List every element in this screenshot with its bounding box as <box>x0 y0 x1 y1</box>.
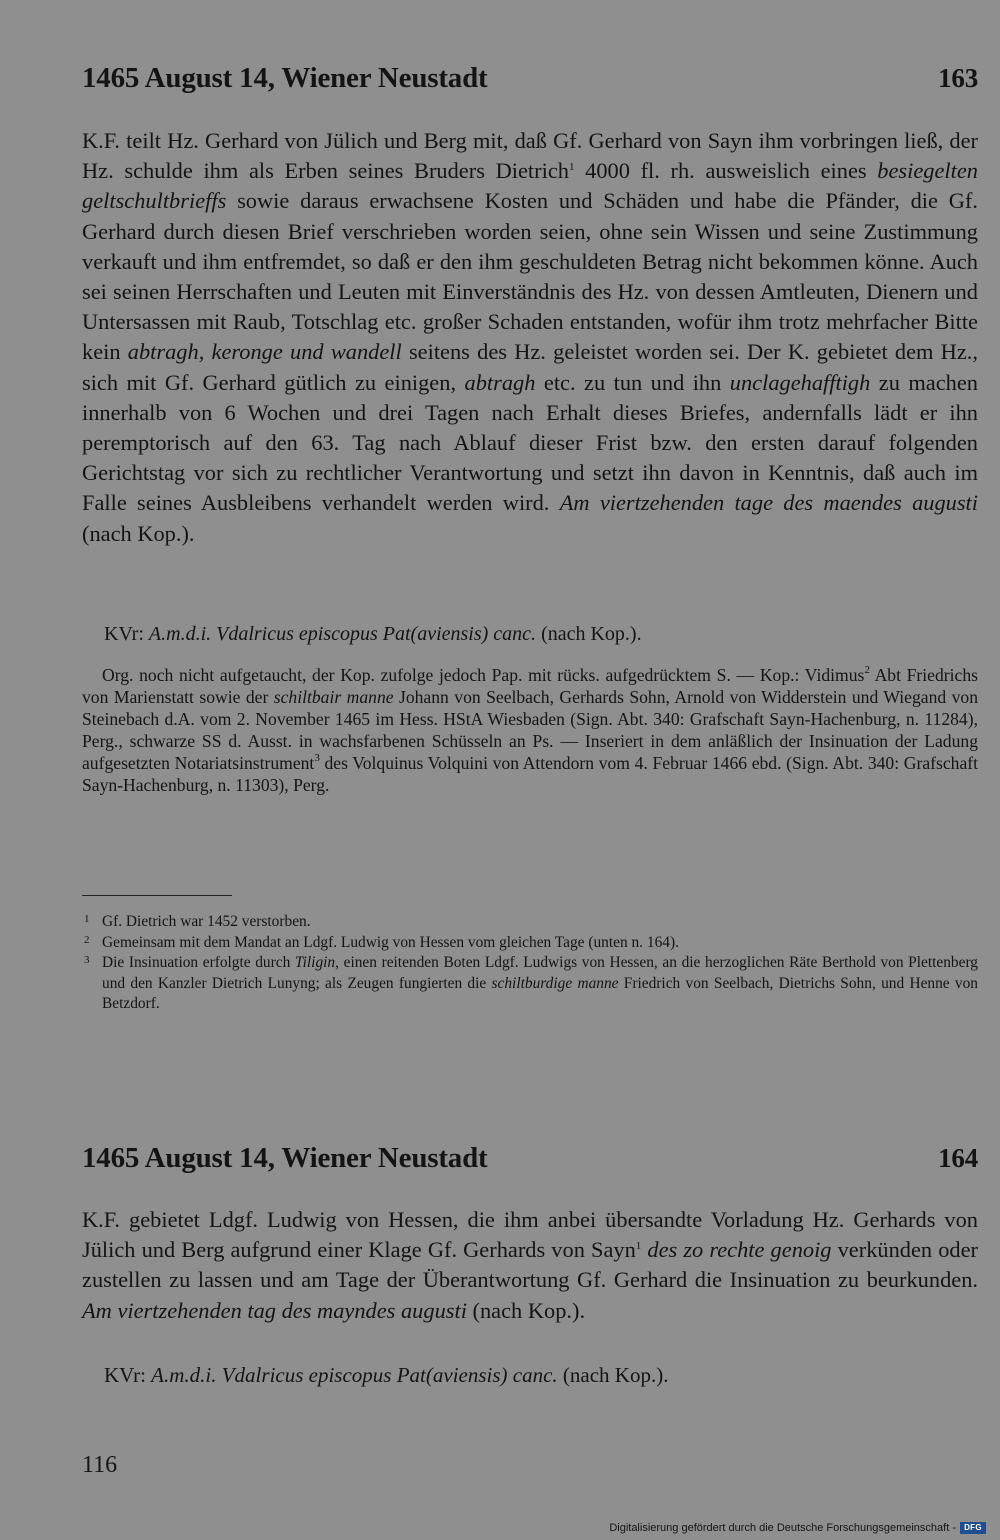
credit-text: Digitalisierung gefördert durch die Deutsche Forschungsgemeinschaft - <box>609 1522 956 1534</box>
regest-quote: des zo rechte genoig <box>647 1237 832 1263</box>
notes-text: Abt Friedrichs von Marienstatt sowie der <box>82 665 978 707</box>
footnote-ref: 1 <box>568 161 575 174</box>
notes-text: Johann von Seelbach, Gerhards Sohn, Arnold von Widderstein und Wiegand von Steinebach d.A. vom 2. November 1465 im Hess. HStA Wiesbaden (Sign. Abt. 340: Grafschaft Sayn-Hachenburg, n. 11284), Perg., schwarze SS d. Ausst. in wachsfarbenen Schüsseln an Ps. — Inseriert in dem anläßlich der Insinuation der Ladung aufgesetzten Notariatsinstrument <box>82 687 979 773</box>
regest-text: verkünden oder zustellen zu lassen und am Tage der Überantwortung Gf. Gerhard die Insinuation zu beurkunden. <box>82 1237 978 1293</box>
kanzleivermerk-163 <box>104 621 974 647</box>
footnote-ref: 1 <box>635 1240 642 1253</box>
regest-text: (nach Kop.). <box>466 1297 586 1323</box>
tradition-notes-163 <box>82 664 978 796</box>
footnote-ref: 2 <box>864 664 870 676</box>
footnote-mark: 2 <box>84 933 90 946</box>
footnotes-163 <box>82 912 978 1015</box>
kvr-text: A.m.d.i. Vdalricus episcopus Pat(aviensis) canc. <box>151 1363 558 1387</box>
regest-quote: unclagehafftigh <box>729 369 871 395</box>
dfg-logo-icon: DFG <box>960 1522 986 1534</box>
kvr-text: A.m.d.i. Vdalricus episcopus Pat(aviensis) canc. <box>148 623 537 645</box>
footnote-item <box>82 933 978 954</box>
footnote-text: Gemeinsam mit dem Mandat an Ldgf. Ludwig von Hessen vom gleichen Tage (unten n. 164). <box>102 933 679 951</box>
footnote-mark: 1 <box>84 913 90 925</box>
doc-heading-164 <box>82 1142 978 1175</box>
regest-text: 4000 fl. rh. ausweislich eines <box>574 158 878 184</box>
footnote-item <box>82 953 978 1015</box>
footnote-quote: schiltburdige manne <box>491 974 619 992</box>
page-number: 116 <box>82 1452 118 1478</box>
doc-date-place: 1465 August 14, Wiener Neustadt <box>82 1142 488 1174</box>
doc-heading-163 <box>82 62 978 95</box>
doc-number: 164 <box>938 1143 978 1173</box>
footnote-text: Die Insinuation erfolgte durch <box>102 954 295 971</box>
notes-text: Org. noch nicht aufgetaucht, der Kop. zufolge jedoch Pap. mit rücks. aufgedrücktem S. — Kop.: Vidimus <box>102 665 865 685</box>
footnote-quote: Tiligin <box>294 954 336 971</box>
kvr-label: KVr: <box>104 1363 152 1387</box>
regest-text: K.F. teilt Hz. Gerhard von Jülich und Berg mit, daß Gf. Gerhard von Sayn ihm vorbringen ließ, der Hz. schulde ihm als Erben seines Bruders Dietrich <box>82 128 978 184</box>
kanzleivermerk-164 <box>104 1362 974 1388</box>
notes-quote: schiltbair manne <box>273 687 394 707</box>
regest-quote: abtragh, keronge und wandell <box>127 339 402 365</box>
regest-quote: besiegelten geltschultbrieffs <box>82 158 978 214</box>
footnote-ref: 3 <box>314 752 320 764</box>
regest-text: K.F. gebietet Ldgf. Ludwig von Hessen, die ihm anbei übersandte Vorladung Hz. Gerhards von Jülich und Berg aufgrund einer Klage Gf. Gerhards von Sayn <box>82 1207 978 1263</box>
footnote-divider <box>82 895 232 896</box>
regest-quote: abtragh <box>464 369 536 395</box>
regest-text: zu machen innerhalb von 6 Wochen und drei Tagen nach Erhalt dieses Briefes, andernfalls lädt er ihn peremptorisch auf den 63. Tag nach Ablauf dieser Frist bzw. den ersten darauf folgenden Gerichtstag vor sich zu rechtlicher Verantwortung und setzt ihn davon in Kenntnis, daß auch im Falle seines Ausbleibens verhandelt werden wird. <box>82 369 978 516</box>
regest-text: sowie daraus erwachsene Kosten und Schäden und habe die Pfänder, die Gf. Gerhard durch diesen Brief verschrieben worden seien, ohne sein Wissen und seine Zustimmung verkauft und ihm entfremdet, so daß er den ihm geschuldeten Betrag nicht bekommen könne. Auch sei seinen Herrschaften und Leuten mit Einverständnis des Hz. von dessen Amtleuten, Dienern und Untersassen mit Raub, Totschlag etc. großer Schaden entstanden, wofür ihm trotz mehrfacher Bitte kein <box>82 188 978 365</box>
footnote-text: Friedrich von Seelbach, Dietrichs Sohn, und Henne von Betzdorf. <box>102 974 979 1012</box>
footnote-text: Gf. Dietrich war 1452 verstorben. <box>102 913 311 930</box>
regest-text: seitens des Hz. geleistet worden sei. Der K. gebietet dem Hz., sich mit Gf. Gerhard gütlich zu einigen, <box>82 339 978 395</box>
regest-163 <box>82 126 978 549</box>
regest-dating: Am viertzehenden tage des maendes augusti <box>559 490 979 516</box>
regest-164 <box>82 1205 978 1326</box>
footnote-item <box>82 912 978 933</box>
doc-number: 163 <box>938 63 978 93</box>
digitization-credit <box>609 1522 986 1534</box>
kvr-tail: (nach Kop.). <box>557 1363 669 1387</box>
regest-text: etc. zu tun und ihn <box>535 369 730 395</box>
kvr-tail: (nach Kop.). <box>536 623 642 645</box>
regest-dating: Am viertzehenden tag des mayndes augusti <box>82 1297 467 1323</box>
kvr-label: KVr: <box>104 623 149 645</box>
regest-text: (nach Kop.). <box>82 520 195 546</box>
footnote-text: , einen reitenden Boten Ldgf. Ludwigs von Hessen, an die herzoglichen Räte Berthold von Plettenberg und den Kanzler Dietrich Lunyng; als Zeugen fungierten die <box>102 954 978 992</box>
doc-date-place: 1465 August 14, Wiener Neustadt <box>82 62 488 94</box>
footnote-mark: 3 <box>84 954 90 966</box>
notes-text: des Volquinus Volquini von Attendorn vom 4. Februar 1466 ebd. (Sign. Abt. 340: Grafschaft Sayn-Hachenburg, n. 11303), Perg. <box>82 753 978 795</box>
